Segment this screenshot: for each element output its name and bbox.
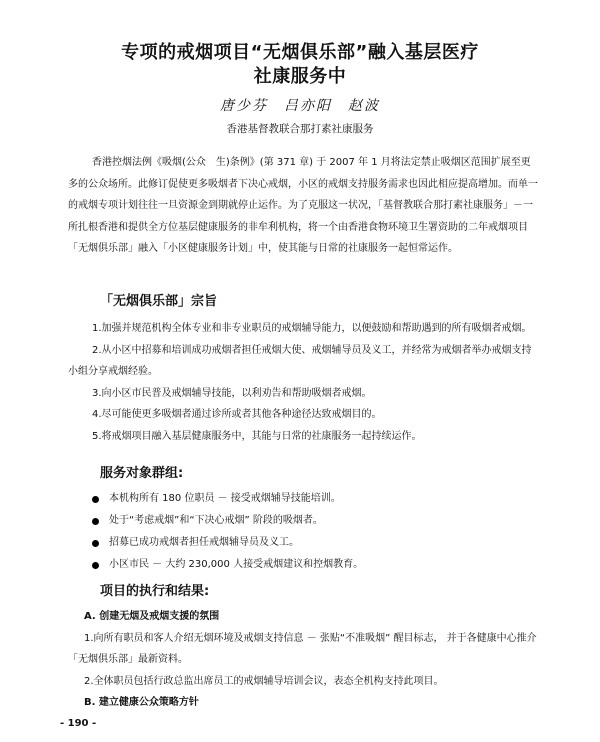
target-groups-list bbox=[92, 488, 542, 576]
intro-paragraph: 香港控烟法例《吸烟(公众 生)条例》(第 371 章) 于 2007 年 1 月将法定禁止吸烟区范围扩展至更多的公众场所。此修订促使更多吸烟者下决心戒烟，小区的戒烟支持服务需求也因此相应提高增加。而单一的戒烟专项计划往往一旦资源金到期就停止运作。为了克服这一状况，「基督教联合那打素社康服务」－一所扎根香港和提供全方位基层健康服务的非牟利机构，将一个由香港食物环境卫生署资助的二年戒烟项目「无烟俱乐部」融入「小区健康服务计划」中，使其能与日常的社康服务一起恒常运作。 bbox=[68, 157, 538, 254]
list-item: 2.全体职员包括行政总监出席员工的戒烟辅导培训会议，表态全机构支持此项目。 bbox=[84, 675, 444, 687]
list-item: 3.向小区市民普及戒烟辅导技能，以利劝告和帮助吸烟者戒烟。 bbox=[92, 387, 372, 399]
list-item-text: 小区市民 － 大约 230,000 人接受戒烟建议和控烟教育。 bbox=[109, 559, 364, 571]
list-item bbox=[92, 488, 542, 510]
results-list bbox=[68, 606, 538, 714]
affiliation: 香港基督教联合那打素社康服务 bbox=[226, 123, 374, 135]
list-item: 1.加强并规范机构全体专业和非专业职员的戒烟辅导能力，以便鼓励和帮助遇到的所有吸烟者戒烟。 bbox=[92, 323, 532, 334]
subheading-a: A. 创建无烟及戒烟支援的氛围 bbox=[84, 611, 220, 622]
bullet-icon bbox=[92, 518, 99, 525]
list-item bbox=[92, 510, 542, 532]
article-title-line-1: 专项的戒烟项目“无烟俱乐部”融入基层医疗 bbox=[121, 42, 479, 63]
list-item: 1.向所有职员和客人介绍无烟环境及戒烟支持信息 － 张贴“不准吸烟” 醒目标志， 并于各健康中心推介「无烟俱乐部」最新资料。 bbox=[68, 632, 537, 665]
page-number: - 190 - bbox=[60, 718, 97, 729]
article-title-line-2: 社康服务中 bbox=[253, 66, 347, 87]
list-item-text: 招募已成功戒烟者担任戒烟辅导员及义工。 bbox=[109, 537, 299, 549]
list-item bbox=[92, 532, 542, 554]
purpose-list bbox=[68, 318, 538, 447]
authors: 唐少芬 吕亦阳 赵波 bbox=[220, 98, 380, 114]
target-groups-heading: 服务对象群组: bbox=[100, 466, 184, 481]
subheading-b: B. 建立健康公众策略方针 bbox=[84, 697, 199, 708]
list-item bbox=[92, 554, 542, 576]
purpose-heading: 「无烟俱乐部」宗旨 bbox=[100, 294, 218, 309]
results-heading: 项目的执行和结果: bbox=[100, 584, 210, 599]
bullet-icon bbox=[92, 562, 99, 569]
list-item: 5.将戒烟项目融入基层健康服务中，其能与日常的社康服务一起持续运作。 bbox=[92, 430, 422, 442]
list-item: 4.尽可能使更多吸烟者通过诊所或者其他各种途径达致戒烟目的。 bbox=[92, 409, 382, 420]
bullet-icon bbox=[92, 496, 99, 503]
list-item-text: 处于“考虑戒烟”和“下决心戒烟” 阶段的吸烟者。 bbox=[109, 515, 323, 527]
list-item: 2.从小区中招募和培训成功戒烟者担任戒烟大使、戒烟辅导员及义工，并经常为戒烟者举办戒烟支持小组分享戒烟经验。 bbox=[68, 344, 532, 377]
bullet-icon bbox=[92, 540, 99, 547]
list-item-text: 本机构所有 180 位职员 － 接受戒烟辅导技能培训。 bbox=[109, 493, 341, 505]
